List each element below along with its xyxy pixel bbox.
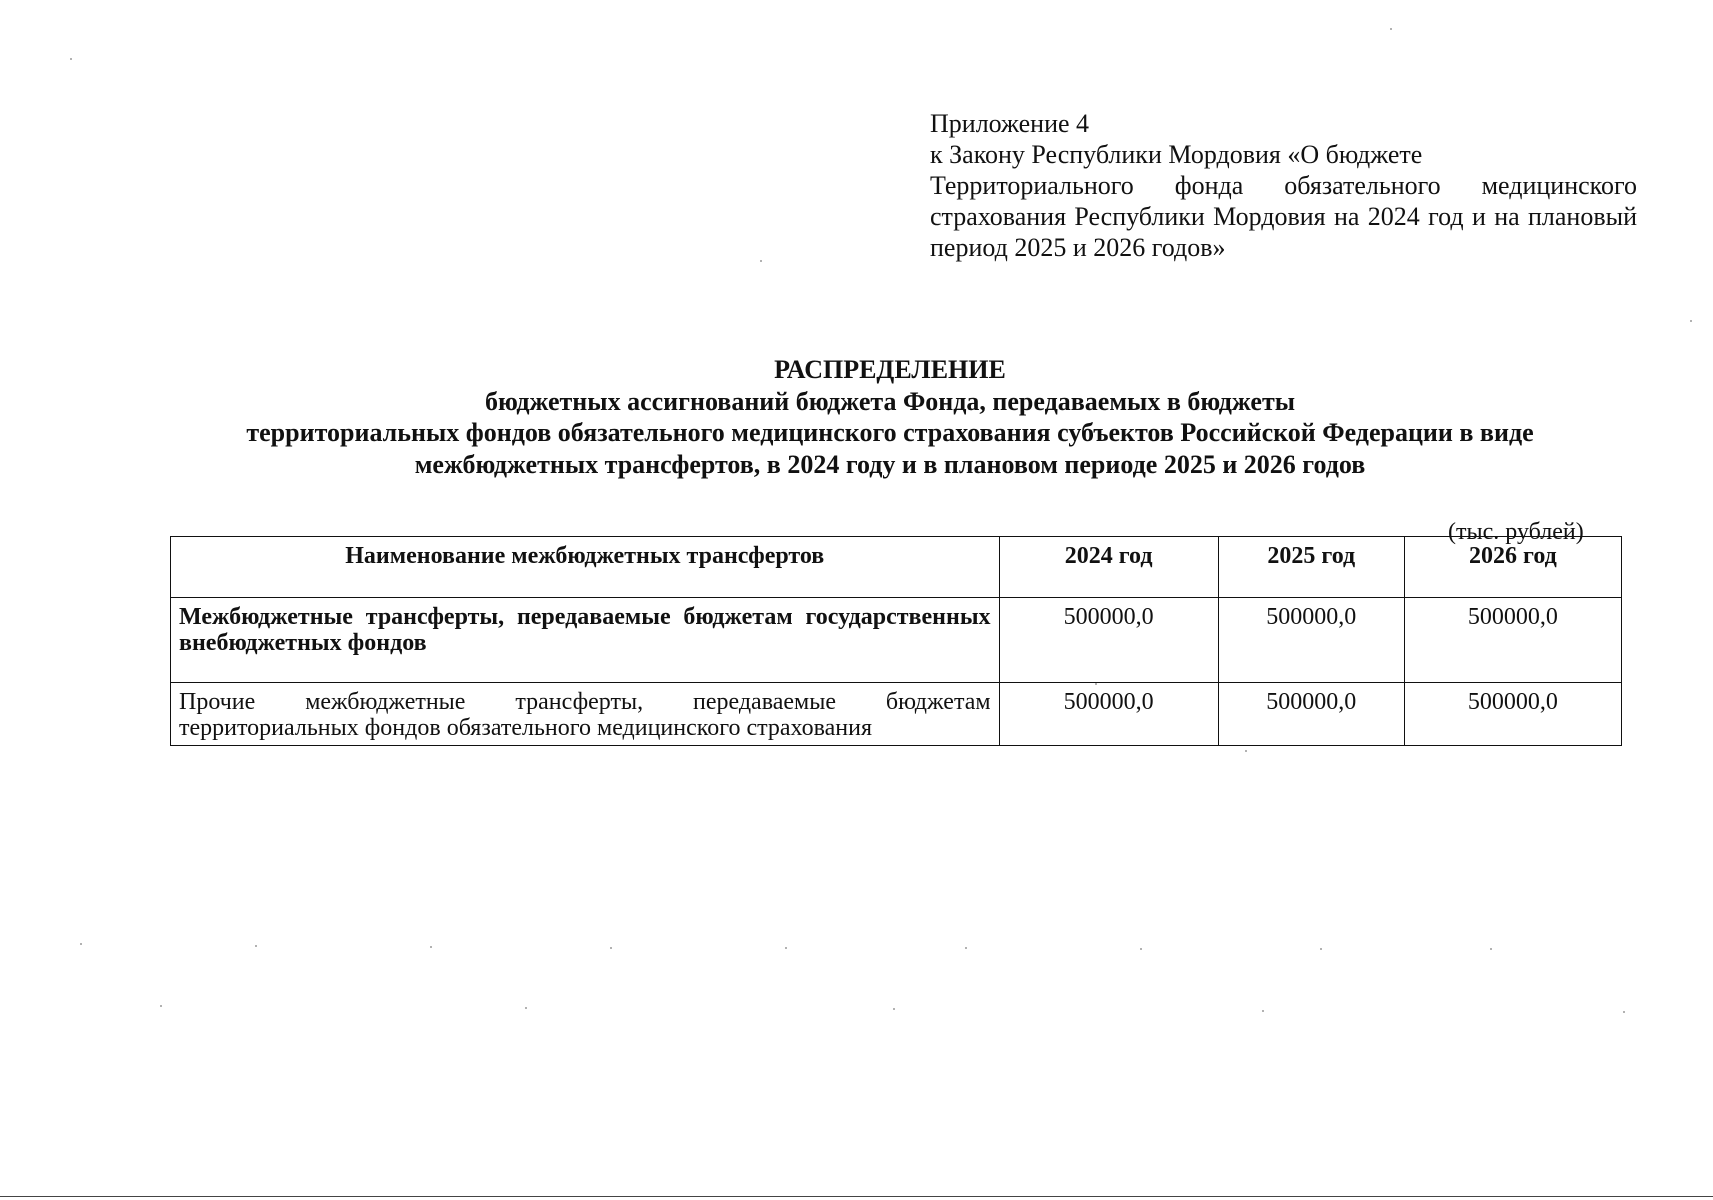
scan-speck [1390,28,1392,30]
scan-speck [70,58,72,60]
row-value-2025: 500000,0 [1218,683,1404,746]
scan-speck [1690,320,1692,322]
header-2025: 2025 год [1218,537,1404,598]
document-heading [160,354,1620,480]
row-value-2024: 500000,0 [999,683,1218,746]
scan-speck [160,1005,162,1007]
appendix-number: Приложение 4 [930,109,1090,138]
scan-speck [1245,750,1247,752]
scan-edge-line [0,1196,1713,1197]
table-header-row [171,537,1622,598]
header-name: Наименование межбюджетных трансфертов [171,537,1000,598]
scan-speck [1262,1010,1264,1012]
scan-speck [1490,948,1492,950]
scan-speck [1623,1011,1625,1013]
header-2026: 2026 год [1404,537,1621,598]
scan-speck [80,943,82,945]
row-value-2026: 500000,0 [1404,598,1621,683]
units-note: (тыс. рублей) [1448,519,1584,545]
scan-speck [893,1008,895,1010]
row-value-2024: 500000,0 [999,598,1218,683]
transfers-table [170,536,1622,746]
scan-speck [430,946,432,948]
heading-subtitle-line-3: межбюджетных трансфертов, в 2024 году и в плановом периоде 2025 и 2026 годов [414,449,1366,479]
row-value-2026: 500000,0 [1404,683,1621,746]
scan-speck [1140,948,1142,950]
heading-subtitle-line-1: бюджетных ассигнований бюджета Фонда, передаваемых в бюджеты [484,386,1296,416]
scan-speck [1320,948,1322,950]
row-name: Межбюджетные трансферты, передаваемые бюджетам государственных внебюджетных фондов [171,598,1000,683]
appendix-note [930,108,1637,263]
table-row [171,683,1622,746]
scan-speck [610,947,612,949]
scan-speck [525,1007,527,1009]
scan-speck [255,945,257,947]
scan-speck [965,947,967,949]
appendix-law-title: Территориального фонда обязательного медицинского страхования Республики Мордовия на 2024 год и на плановый период 2025 и 2026 годов» [930,171,1637,262]
row-value-2025: 500000,0 [1218,598,1404,683]
heading-subtitle-line-2: территориальных фондов обязательного медицинского страхования субъектов Российской Федерации в виде [246,418,1534,447]
scan-speck [785,947,787,949]
appendix-law-reference: к Закону Республики Мордовия «О бюджете [930,140,1423,169]
header-2024: 2024 год [999,537,1218,598]
scan-speck [1095,683,1097,685]
heading-title: РАСПРЕДЕЛЕНИЕ [774,355,1006,384]
row-name: Прочие межбюджетные трансферты, передаваемые бюджетам территориальных фондов обязательного медицинского страхования [171,683,1000,746]
scan-speck [760,260,762,262]
table-row [171,598,1622,683]
